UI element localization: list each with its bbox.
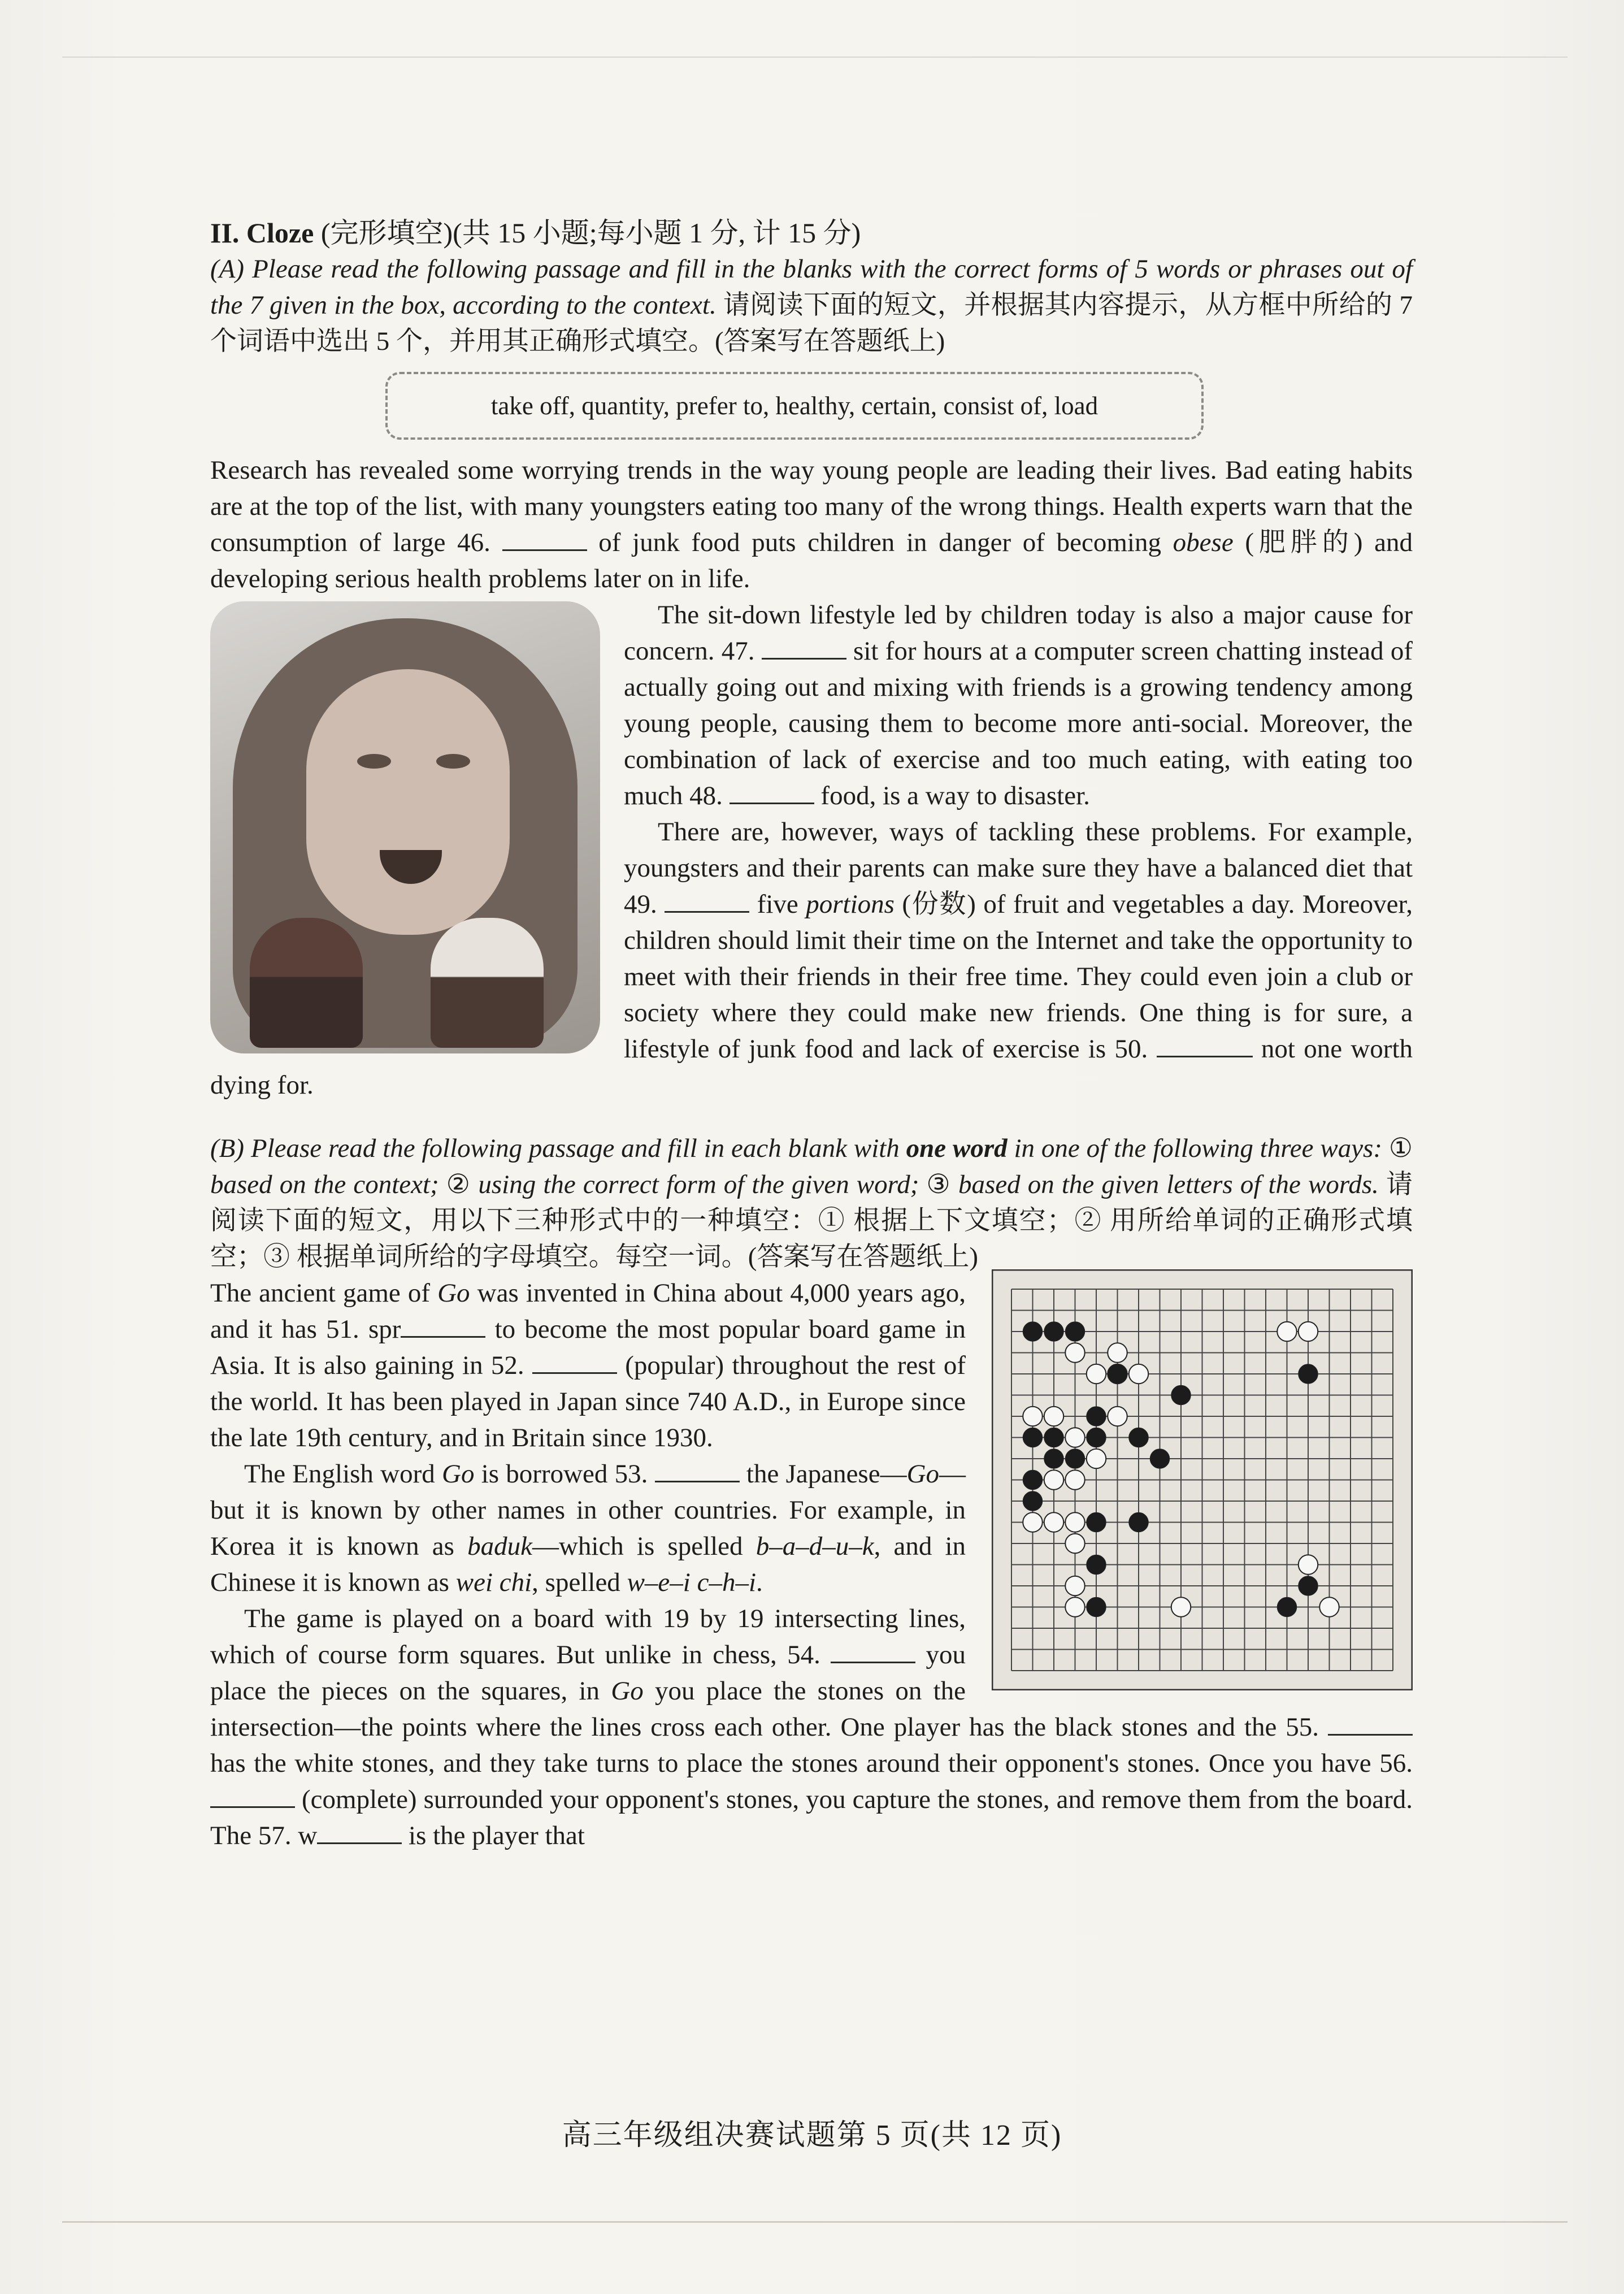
p3-portions: portions <box>806 890 894 919</box>
q2-go: Go <box>442 1459 475 1489</box>
part-b-instr-b: in one of the following three ways: <box>1014 1134 1382 1163</box>
photo-eye-left <box>357 754 391 769</box>
white-stone <box>1044 1407 1064 1426</box>
black-stone <box>1044 1449 1064 1469</box>
white-stone <box>1171 1597 1191 1617</box>
black-stone <box>1065 1449 1085 1469</box>
white-stone <box>1065 1576 1085 1596</box>
black-stone <box>1023 1428 1043 1447</box>
q2-baduk: baduk <box>467 1532 532 1561</box>
q2-text-f: , and in Chinese it is known as <box>210 1532 966 1597</box>
white-stone <box>1319 1597 1339 1617</box>
p3-text-c: (份数) of fruit and vegetables a day. Moreover, children should limit their time on the Internet and take the opportunity to meet with their friends in their free time. They could even join a club or society where they could make new friends. One thing is for sure, a lifestyle of junk food and lack of exercise is 50. <box>624 890 1413 1064</box>
blank-48[interactable] <box>730 780 814 804</box>
part-b-paragraph-2: The English word Go is borrowed 53. the Japanese—Go—but it is known by other names in other countries. For example, in Korea it is known as baduk—which is spelled b–a–d–u–k, and in Chinese it is known as wei chi, spelled w–e–i c–h–i. <box>210 1459 966 1597</box>
black-stone <box>1087 1597 1106 1617</box>
p3-text-b: five <box>757 890 798 919</box>
section-heading <box>210 215 1413 251</box>
blank-54[interactable] <box>831 1639 915 1663</box>
blank-52[interactable] <box>532 1350 617 1374</box>
blank-55[interactable] <box>1328 1711 1413 1736</box>
blank-56[interactable] <box>210 1784 295 1808</box>
q2-text-d: —but it is known by other names in other countries. For example, in Korea it is known as <box>210 1459 966 1561</box>
q1-text-d: (popular) throughout the rest of the world. It has been played in Japan since 740 A.D., in Europe since the late 19th century, and in Britain since 1930. <box>210 1351 966 1452</box>
page-footer: 高三年级组决赛试题第 5 页(共 12 页) <box>562 2119 1062 2152</box>
white-stone <box>1087 1449 1106 1469</box>
white-stone <box>1023 1407 1043 1426</box>
black-stone <box>1087 1428 1106 1447</box>
photo-eye-right <box>436 754 470 769</box>
black-stone <box>1129 1428 1149 1447</box>
q3-text-b: you place the pieces on the squares, in <box>210 1640 966 1706</box>
white-stone <box>1023 1512 1043 1532</box>
white-stone <box>1087 1364 1106 1384</box>
q1-text-a: The ancient game of <box>210 1278 430 1308</box>
white-stone <box>1108 1407 1127 1426</box>
q3-go: Go <box>611 1676 644 1706</box>
blank-50[interactable] <box>1157 1033 1253 1057</box>
black-stone <box>1087 1512 1106 1532</box>
girl-with-cupcakes-photo <box>210 601 600 1053</box>
q2-text-g: , spelled <box>532 1568 620 1597</box>
q3-text-f: is the player that <box>409 1821 585 1850</box>
q2-weichi: wei chi <box>455 1568 532 1597</box>
part-a-paragraph-1 <box>210 452 1413 597</box>
black-stone <box>1087 1407 1106 1426</box>
black-stone <box>1171 1385 1191 1405</box>
blank-47[interactable] <box>762 635 846 660</box>
white-stone <box>1065 1534 1085 1554</box>
page-content <box>210 215 1413 1854</box>
chocolate-cupcake <box>250 918 363 1048</box>
scan-top-edge <box>62 57 1567 58</box>
blank-46[interactable] <box>502 527 587 551</box>
white-stone <box>1065 1470 1085 1490</box>
q3-text-a: The game is played on a board with 19 by 19 intersecting lines, which of course form squares. But unlike in chess, 54. <box>210 1604 966 1669</box>
part-b-instr-d: using the correct form of the given word; <box>478 1170 919 1199</box>
circle-1: ① <box>1388 1133 1413 1164</box>
p1-obese: obese <box>1173 528 1234 557</box>
white-stone <box>1108 1343 1127 1363</box>
section-title: II. Cloze <box>210 217 314 249</box>
go-board-diagram <box>992 1269 1413 1690</box>
part-b-instr-cn: 请阅读下面的短文，用以下三种形式中的一种填空：① 根据上下文填空；② 用所给单词的正确形式填空；③ 根据单词所给的字母填空。每空一词。(答案写在答题纸上) <box>210 1170 1413 1272</box>
photo-face <box>306 669 510 935</box>
q2-text-c: the Japanese— <box>746 1459 907 1489</box>
circle-3: ③ <box>926 1169 951 1200</box>
black-stone <box>1299 1576 1318 1596</box>
part-a-instruction <box>210 251 1413 359</box>
word-box-text: take off, quantity, prefer to, healthy, certain, consist of, load <box>490 392 1098 420</box>
q2-weichi-spell: w–e–i c–h–i <box>627 1568 756 1597</box>
part-b-instr-e: based on the given letters of the words. <box>958 1170 1379 1199</box>
black-stone <box>1023 1322 1043 1342</box>
white-stone <box>1277 1322 1297 1342</box>
section-scoring: (完形填空)(共 15 小题;每小题 1 分, 计 15 分) <box>320 217 861 249</box>
white-stone <box>1044 1470 1064 1490</box>
part-b-instr-a: (B) Please read the following passage and fill in each blank with <box>210 1134 900 1163</box>
part-b-instruction <box>210 1130 1413 1275</box>
black-stone <box>1044 1428 1064 1447</box>
black-stone <box>1299 1364 1318 1384</box>
p1-text-a: Research has revealed some worrying trends in the way young people are leading their lives. Bad eating habits are at the top of the list, with many youngsters eating too many of the wrong things. Health experts warn that the consumption of large 46. <box>210 456 1413 557</box>
circle-2: ② <box>446 1169 471 1200</box>
q3-text-c: you place the stones on the intersection—the points where the lines cross each other. One player has the black stones and the 55. <box>210 1676 1319 1742</box>
q3-text-e: (complete) surrounded your opponent's stones, you capture the stones, and remove them from the board. The 57. w <box>210 1785 1413 1850</box>
q1-go: Go <box>437 1278 470 1308</box>
q3-text-d: has the white stones, and they take turns to place the stones around their opponent's stones. Once you have 56. <box>210 1749 1413 1778</box>
black-stone <box>1129 1512 1149 1532</box>
white-stone <box>1065 1343 1085 1363</box>
white-stone <box>1129 1364 1149 1384</box>
p2-text-b: sit for hours at a computer screen chatting instead of actually going out and mixing with friends is a growing tendency among young people, causing them to become more anti-social. Moreover, the combination of lack of exercise and too much eating, with eating too much 48. <box>624 636 1413 810</box>
white-stone <box>1299 1555 1318 1575</box>
white-stone <box>1065 1512 1085 1532</box>
word-box <box>385 372 1204 440</box>
black-stone <box>1150 1449 1170 1469</box>
white-stone <box>1065 1428 1085 1447</box>
q2-text-b: is borrowed 53. <box>481 1459 648 1489</box>
black-stone <box>1023 1470 1043 1490</box>
vanilla-cupcake <box>431 918 544 1048</box>
black-stone <box>1044 1322 1064 1342</box>
scan-bottom-edge <box>62 2221 1567 2223</box>
blank-57[interactable] <box>317 1820 402 1844</box>
blank-51[interactable] <box>401 1313 485 1338</box>
black-stone <box>1277 1597 1297 1617</box>
q2-go-japanese: Go <box>906 1459 940 1489</box>
part-a-instruction-en: (A) Please read the following passage and fill in the blanks with the correct forms of 5 words or phrases out of the 7 given in the box, according to the context. <box>210 254 1413 320</box>
q2-baduk-spell: b–a–d–u–k <box>755 1532 874 1561</box>
p2-text-a: The sit-down lifestyle led by children today is also a major cause for concern. 47. <box>624 600 1413 666</box>
q2-text-a: The English word <box>244 1459 435 1489</box>
p1-text-b: of junk food puts children in danger of becoming <box>598 528 1161 557</box>
p1-text-c: (肥胖的) and developing serious health problems later on in life. <box>210 528 1413 593</box>
blank-53[interactable] <box>655 1458 740 1482</box>
part-a-instruction-cn: 请阅读下面的短文，并根据其内容提示，从方框中所给的 7 个词语中选出 5 个，并用其正确形式填空。(答案写在答题纸上) <box>210 290 1413 356</box>
part-b-instr-bold: one word <box>906 1134 1008 1163</box>
black-stone <box>1108 1364 1127 1384</box>
q1-text-c: to become the most popular board game in Asia. It is also gaining in 52. <box>210 1315 966 1380</box>
part-b-instr-c: based on the context; <box>210 1170 439 1199</box>
p3-text-d: not one worth dying for. <box>210 1034 1413 1100</box>
q2-text-e: —which is spelled <box>532 1532 743 1561</box>
white-stone <box>1299 1322 1318 1342</box>
p2-text-c: food, is a way to disaster. <box>820 781 1090 810</box>
black-stone <box>1087 1555 1106 1575</box>
white-stone <box>1065 1597 1085 1617</box>
black-stone <box>1065 1322 1085 1342</box>
blank-49[interactable] <box>665 888 749 913</box>
q1-text-b: was invented in China about 4,000 years ago, and it has 51. spr <box>210 1278 966 1344</box>
white-stone <box>1044 1512 1064 1532</box>
p3-text-a: There are, however, ways of tackling these problems. For example, youngsters and their parents can make sure they have a balanced diet that 49. <box>624 817 1413 919</box>
black-stone <box>1023 1491 1043 1511</box>
